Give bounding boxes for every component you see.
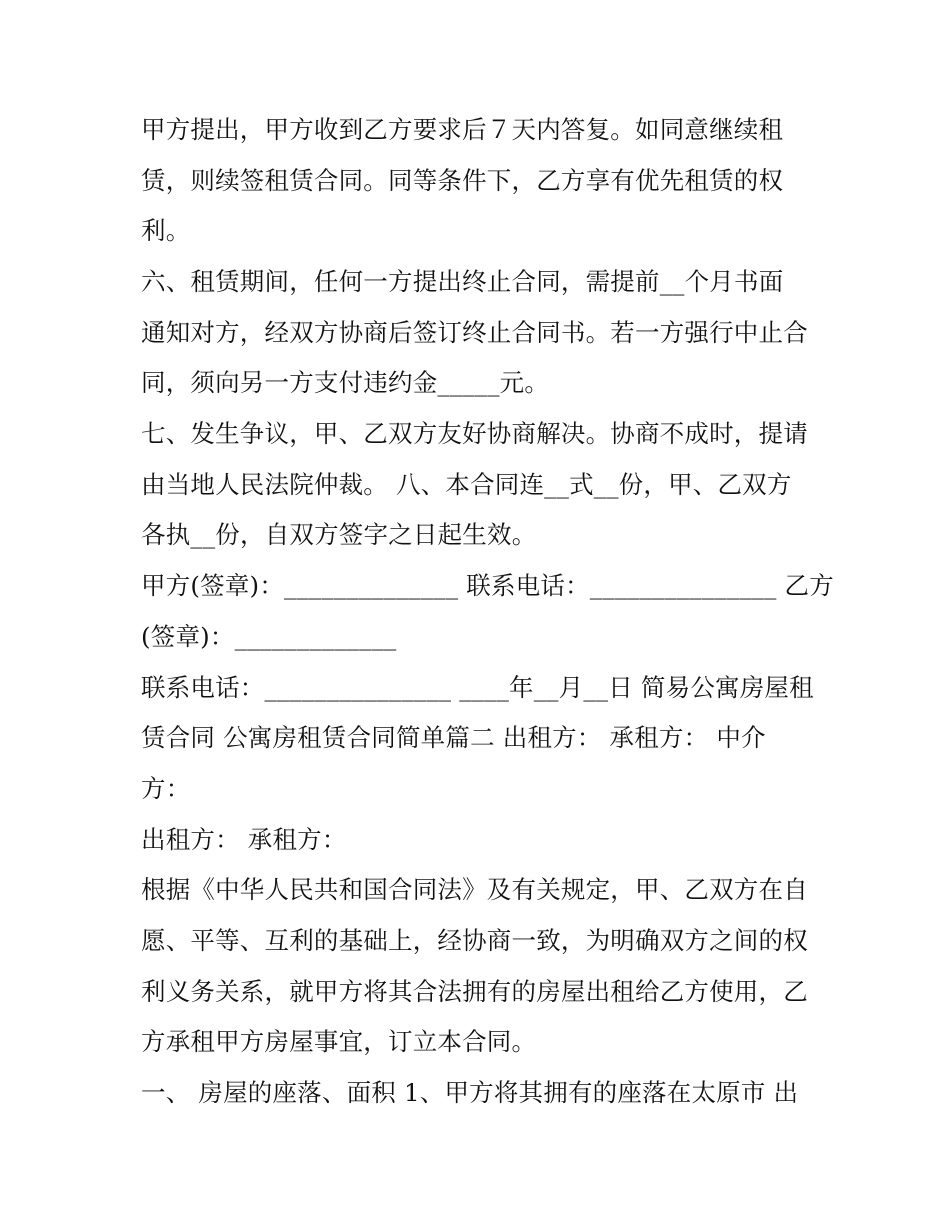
text-line: 出租方： 承租方： xyxy=(141,825,347,854)
text-line: 由当地人民法院仲裁。 八、本合同连__式__份，甲、乙双方 xyxy=(141,470,792,499)
text-line: 甲方提出，甲方收到乙方要求后７天内答复。如同意继续租 xyxy=(141,115,784,144)
text-line: 愿、平等、互利的基础上，经协商一致，为明确双方之间的权 xyxy=(141,926,808,955)
text-line: 七、发生争议，甲、乙双方友好协商解决。协商不成时，提请 xyxy=(141,419,808,448)
text-line: 各执__份，自双方签字之日起生效。 xyxy=(141,520,537,549)
signature-line: (签章)：_____________ xyxy=(141,622,397,651)
signature-line: 甲方(签章)：______________ 联系电话：_______________ 乙方 xyxy=(141,571,834,600)
date-line: 联系电话：_______________ ____年__月__日 简易公寓房屋租 xyxy=(141,673,814,702)
text-line: 根据《中华人民共和国合同法》及有关规定，甲、乙双方在自 xyxy=(141,875,808,904)
text-line: 同，须向另一方支付违约金_____元。 xyxy=(141,368,550,397)
text-line: 赁，则续签租赁合同。同等条件下，乙方享有优先租赁的权 xyxy=(141,166,784,195)
text-line: 通知对方，经双方协商后签订终止合同书。若一方强行中止合 xyxy=(141,318,808,347)
text-line: 六、租赁期间，任何一方提出终止合同，需提前__个月书面 xyxy=(141,267,784,296)
text-line: 方承租甲方房屋事宜，订立本合同。 xyxy=(141,1027,537,1056)
text-line: 利义务关系，就甲方将其合法拥有的房屋出租给乙方使用，乙 xyxy=(141,977,808,1006)
section-heading: 一、 房屋的座落、面积 1、甲方将其拥有的座落在太原市 出 xyxy=(141,1078,799,1107)
text-line: 赁合同 公寓房租赁合同简单篇二 出租方： 承租方： 中介 xyxy=(141,723,766,752)
text-line: 方： xyxy=(141,774,191,803)
text-line: 利。 xyxy=(141,216,191,245)
